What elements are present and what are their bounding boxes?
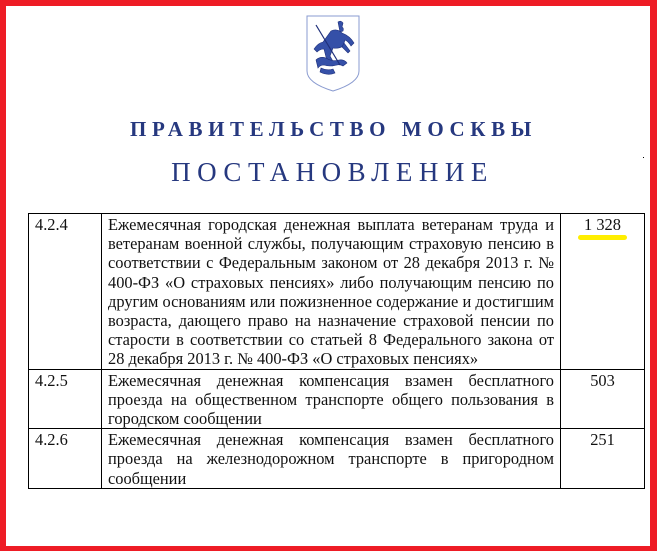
scan-dot [643,157,644,158]
document-type-title: ПОСТАНОВЛЕНИЕ [171,157,494,187]
government-title: ПРАВИТЕЛЬСТВО МОСКВЫ [130,117,537,141]
moscow-coat-of-arms-icon [304,13,362,93]
row-number: 4.2.6 [29,429,102,489]
payments-table [28,213,645,489]
row-number: 4.2.5 [29,369,102,429]
highlighted-amount: 1 328 [584,215,621,234]
row-description: Ежемесячная денежная компенсация взамен бесплатного проезда на железнодорожном транспорте в пригородном сообщении [102,429,561,489]
row-amount: 251 [561,429,645,489]
row-amount [561,214,645,370]
table-row [29,429,645,489]
row-number: 4.2.4 [29,214,102,370]
table-row [29,369,645,429]
row-description: Ежемесячная денежная компенсация взамен бесплатного проезда на общественном транспорте общего пользования в городском сообщении [102,369,561,429]
row-amount: 503 [561,369,645,429]
row-description: Ежемесячная городская денежная выплата ветеранам труда и ветеранам военной службы, получающим страховую пенсию в соответствии с Федеральным законом от 28 декабря 2013 г. № 400-ФЗ «О страховых пенсиях» либо получающим пенсию по другим основаниям или пожизненное содержание и достигшим возраста, дающего право на назначение страховой пенсии по старости в соответствии со статьей 8 Федерального закона от 28 декабря 2013 г. № 400-ФЗ «О страховых пенсиях» [102,214,561,370]
table-row [29,214,645,370]
